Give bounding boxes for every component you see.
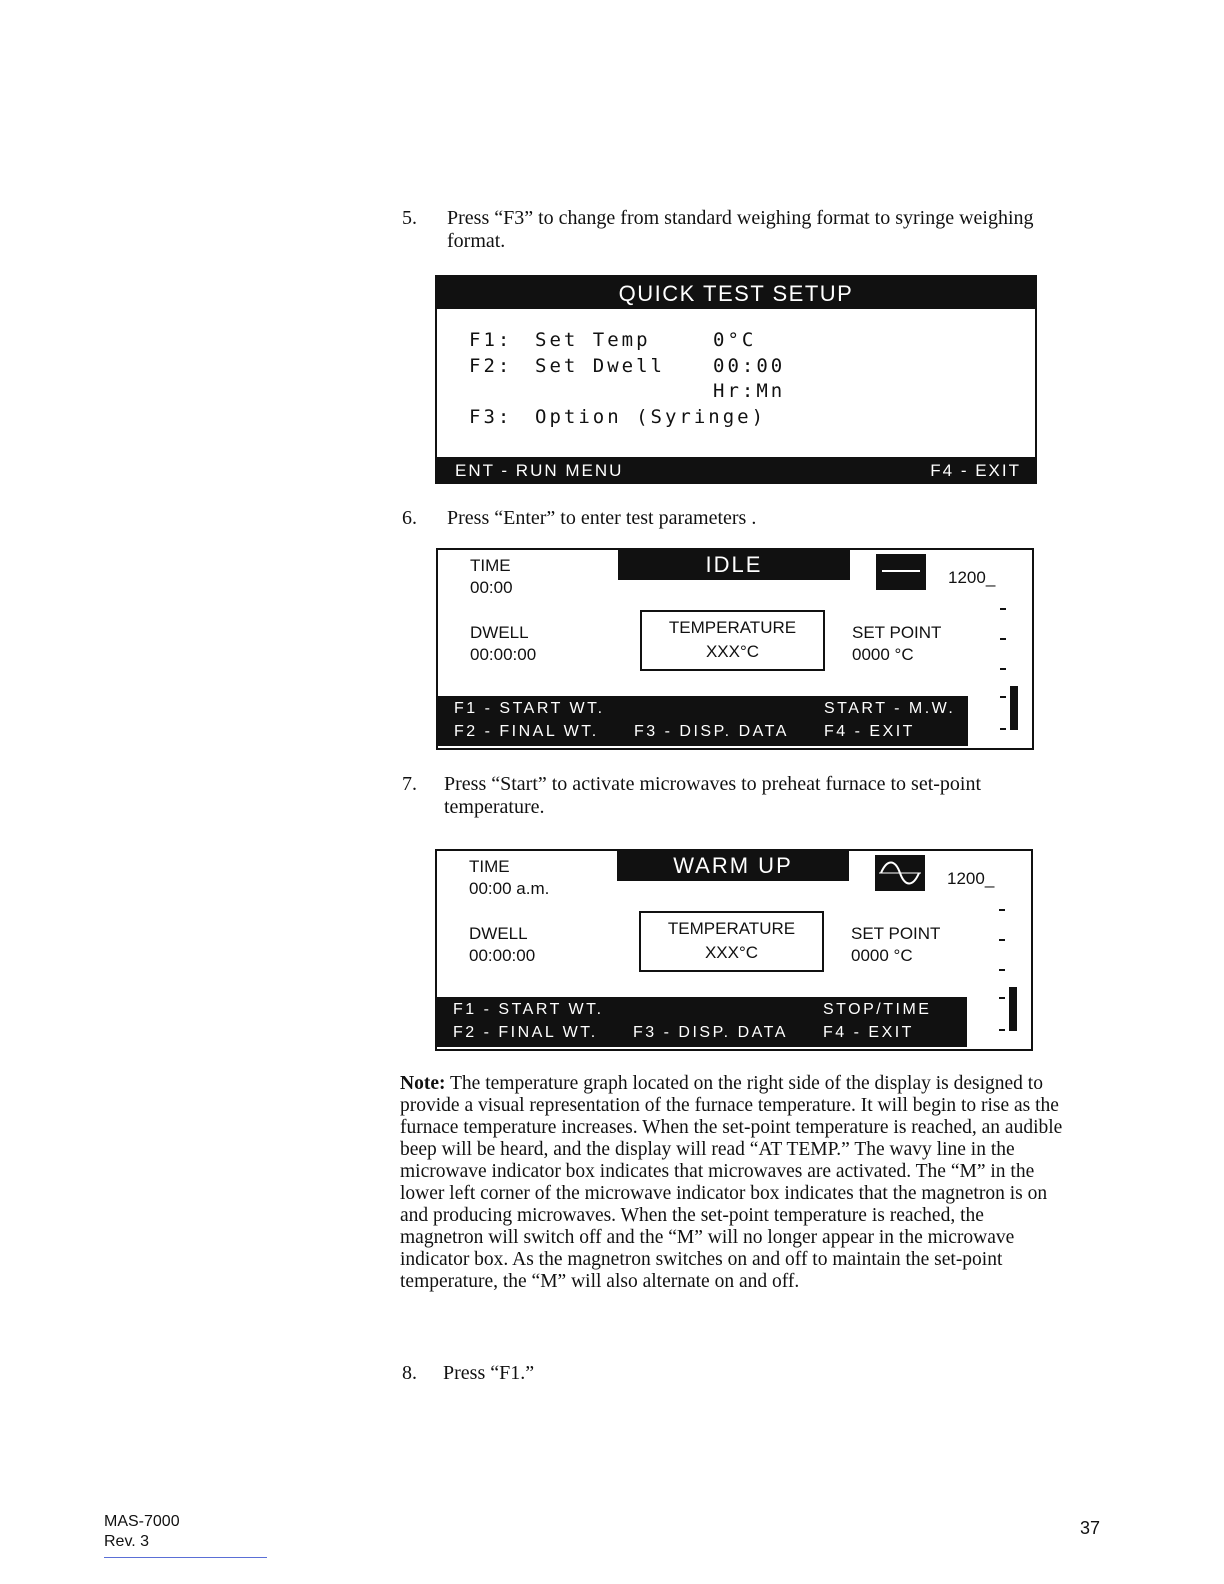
time-label: TIME — [469, 857, 510, 876]
f4-exit-label: F4 - EXIT — [930, 461, 1021, 480]
setpoint-value: 0000 °C — [852, 645, 914, 664]
f3-disp-data-label: F3 - DISP. DATA — [634, 723, 789, 740]
time-value: 00:00 — [470, 578, 513, 597]
setpoint-value: 0000 °C — [851, 946, 913, 965]
temperature-gauge — [1009, 987, 1017, 1031]
idle-screen — [436, 548, 1034, 750]
warmup-screen — [435, 849, 1033, 1051]
step-number: 8. — [402, 1362, 417, 1384]
ent-run-menu-label: ENT - RUN MENU — [455, 461, 624, 480]
microwave-wave-icon — [875, 855, 925, 891]
dwell-label: DWELL — [470, 623, 529, 642]
quick-test-setup-screen — [435, 275, 1037, 484]
gauge-tick — [1000, 696, 1006, 698]
footer-model: MAS-7000 — [104, 1513, 180, 1530]
note-paragraph — [400, 1073, 1068, 1293]
gauge-tick — [999, 939, 1005, 941]
f3-key: F3: — [469, 406, 513, 428]
step-text: Press “Enter” to enter test parameters . — [447, 507, 757, 529]
f1-start-wt-label: F1 - START WT. — [453, 1001, 604, 1018]
f1-label: Set Temp — [535, 329, 651, 351]
f3-disp-data-label: F3 - DISP. DATA — [633, 1024, 788, 1041]
scale-max: 1200_ — [948, 568, 996, 587]
note-text: The temperature graph located on the right side of the display is designed to provide a visual representation of the furnace temperature. It will begin to rise as the furnace temperature increases. When the set-point temperature is reached, an audible beep will be heard, and the display will read “AT TEMP.” The wavy line in the microwave indicator box indicates that microwaves are activated. The “M” in the lower left corner of the microwave indicator box indicates that the magnetron is on and producing microwaves. When the set-point temperature is reached, the magnetron will switch off and the “M” will no longer appear in the microwave indicator box. As the magnetron switches on and off to maintain the set-point temperature, the “M” will also alternate on and off. — [400, 1073, 1063, 1292]
gauge-tick — [999, 909, 1005, 911]
f2-value: 00:00 — [713, 355, 786, 377]
temperature-label: TEMPERATURE — [668, 618, 797, 637]
microwave-indicator — [875, 855, 925, 891]
temperature-box — [640, 610, 825, 671]
f1-value: 0°C — [713, 329, 757, 351]
step-text: Press “F3” to change from standard weighing format to syringe weighing format. — [447, 207, 1034, 252]
f2-final-wt-label: F2 - FINAL WT. — [454, 723, 599, 740]
time-value: 00:00 a.m. — [469, 879, 550, 898]
step-number: 6. — [402, 507, 417, 529]
f2-label: Set Dwell — [535, 355, 665, 377]
temperature-value: XXX°C — [705, 642, 760, 661]
idle-line-icon — [882, 570, 920, 572]
f1-key: F1: — [469, 329, 513, 351]
dwell-value: 00:00:00 — [469, 946, 536, 965]
screen-title: QUICK TEST SETUP — [437, 277, 1035, 309]
f4-exit-label: F4 - EXIT — [823, 1024, 914, 1041]
note-label: Note: — [400, 1073, 446, 1094]
temperature-gauge — [1010, 686, 1018, 730]
f1-start-wt-label: F1 - START WT. — [454, 700, 605, 717]
step-text: Press “Start” to activate microwaves to preheat furnace to set-point temperature. — [444, 773, 982, 818]
step-text: Press “F1.” — [443, 1362, 535, 1384]
setpoint-label: SET POINT — [851, 924, 941, 943]
step-number: 7. — [402, 773, 417, 795]
function-key-bar — [438, 696, 968, 746]
stop-time-label: STOP/TIME — [823, 1001, 932, 1018]
time-label: TIME — [470, 556, 511, 575]
dwell-unit: Hr:Mn — [713, 380, 786, 402]
gauge-tick — [999, 1029, 1005, 1031]
dwell-label: DWELL — [469, 924, 528, 943]
f3-label: Option (Syringe) — [535, 406, 767, 428]
f2-final-wt-label: F2 - FINAL WT. — [453, 1024, 598, 1041]
setpoint-label: SET POINT — [852, 623, 942, 642]
status-header: IDLE — [618, 550, 850, 580]
screen-footer — [437, 457, 1035, 482]
page-number: 37 — [1080, 1518, 1101, 1538]
gauge-tick — [999, 997, 1005, 999]
scale-max: 1200_ — [947, 869, 995, 888]
gauge-tick — [999, 969, 1005, 971]
temperature-box — [639, 911, 824, 972]
temperature-label: TEMPERATURE — [667, 919, 796, 938]
dwell-value: 00:00:00 — [470, 645, 537, 664]
step-number: 5. — [402, 207, 417, 229]
function-key-bar — [437, 997, 967, 1047]
footer-revision: Rev. 3 — [104, 1533, 150, 1550]
temperature-value: XXX°C — [704, 943, 759, 962]
gauge-tick — [1000, 668, 1006, 670]
f4-exit-label: F4 - EXIT — [824, 723, 915, 740]
footer-rule — [104, 1557, 267, 1558]
status-header: WARM UP — [617, 851, 849, 881]
microwave-indicator — [876, 554, 926, 590]
gauge-tick — [1000, 608, 1006, 610]
start-mw-label: START - M.W. — [824, 700, 956, 717]
gauge-tick — [1000, 728, 1006, 730]
f2-key: F2: — [469, 355, 513, 377]
gauge-tick — [1000, 638, 1006, 640]
